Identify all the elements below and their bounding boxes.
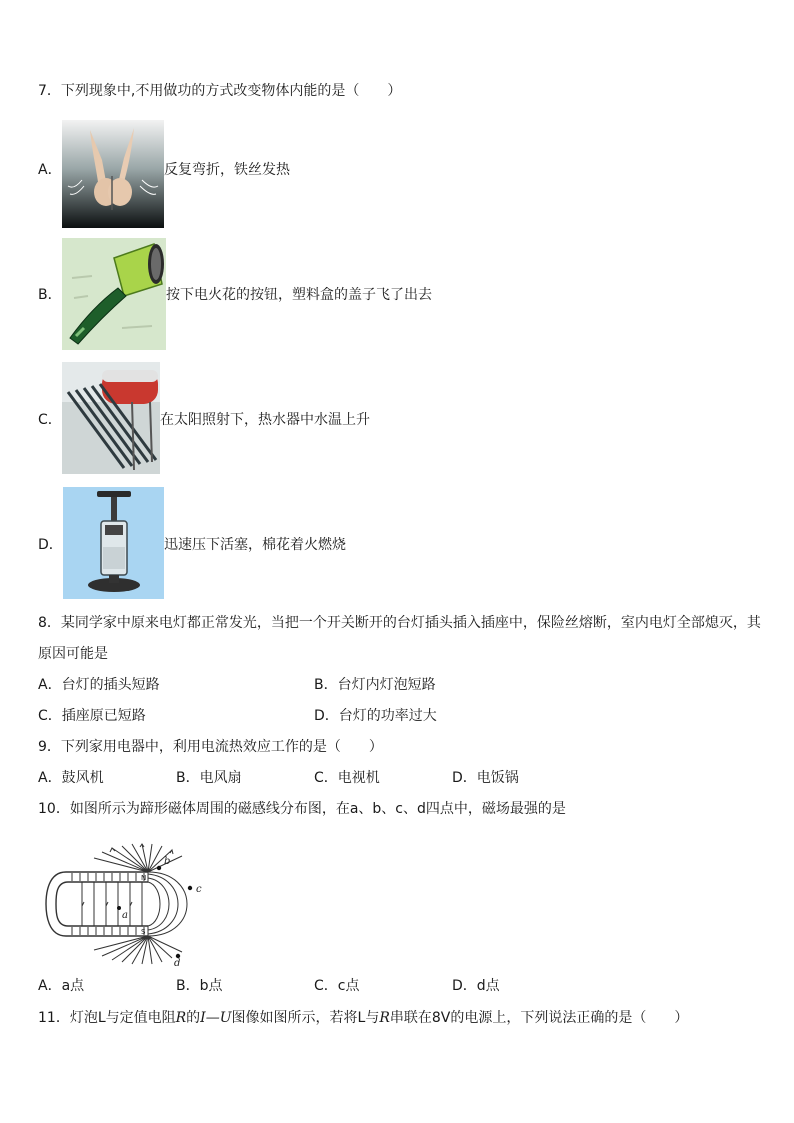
bending-wire-hands-illustration xyxy=(62,120,164,228)
q9-stem: 9．下列家用电器中，利用电流热效应工作的是（ ） xyxy=(38,739,383,755)
label-c: c xyxy=(196,884,202,895)
q9-option-a: A．鼓风机 xyxy=(38,770,104,786)
label-a: a xyxy=(122,910,128,921)
point-c-dot xyxy=(188,886,192,890)
q7-option-d-label: D． xyxy=(38,537,63,553)
point-b-dot xyxy=(157,866,161,870)
q7-option-b-label: B． xyxy=(38,287,62,303)
q7-option-a-text: 反复弯折，铁丝发热 xyxy=(164,162,290,178)
q10-option-b: B．b点 xyxy=(176,978,223,994)
q11-stem-part3: 图像如图所示，若将L与 xyxy=(231,1010,380,1026)
q9-option-c: C．电视机 xyxy=(314,770,380,786)
q8-option-c: C．插座原已短路 xyxy=(38,708,146,724)
solar-water-heater-illustration xyxy=(62,362,160,474)
horseshoe-magnet-field-figure xyxy=(42,842,214,970)
q7-stem: 7．下列现象中,不用做功的方式改变物体内能的是（ ） xyxy=(38,83,402,99)
spark-igniter-plastic-box-illustration xyxy=(62,238,166,350)
q11-resistor-symbol-2: R xyxy=(379,1010,390,1026)
q9-option-b: B．电风扇 xyxy=(176,770,242,786)
q8-stem-line2: 原因可能是 xyxy=(38,646,108,662)
q10-option-c: C．c点 xyxy=(314,978,360,994)
q10-option-d: D．d点 xyxy=(452,978,500,994)
label-b: b xyxy=(164,856,171,867)
q7-option-c-image xyxy=(62,362,160,474)
pole-s-label: S xyxy=(141,928,146,936)
magnetic-field-lines-diagram xyxy=(42,842,214,970)
q7-option-c-label: C． xyxy=(38,412,62,428)
air-compression-piston-illustration xyxy=(63,487,164,599)
q7-option-d-text: 迅速压下活塞，棉花着火燃烧 xyxy=(164,537,346,553)
q7-option-b-image xyxy=(62,238,166,350)
q8-stem-line1: 8．某同学家中原来电灯都正常发光，当把一个开关断开的台灯插头插入插座中，保险丝熔断，室内电灯全部熄灭，其 xyxy=(38,615,761,631)
q11-iu-symbol: I—U xyxy=(200,1010,232,1026)
q7-option-c-text: 在太阳照射下，热水器中水温上升 xyxy=(160,412,370,428)
point-a-dot xyxy=(117,906,121,910)
q9-option-d: D．电饭锅 xyxy=(452,770,519,786)
q8-option-b: B．台灯内灯泡短路 xyxy=(314,677,436,693)
pole-n-label: N xyxy=(141,874,147,882)
q8-option-d: D．台灯的功率过大 xyxy=(314,708,437,724)
q8-option-a: A．台灯的插头短路 xyxy=(38,677,160,693)
q11-stem-part2: 的 xyxy=(186,1010,201,1026)
q7-option-b-text: 按下电火花的按钮，塑料盒的盖子飞了出去 xyxy=(166,287,432,303)
q10-stem: 10．如图所示为蹄形磁体周围的磁感线分布图，在a、b、c、d四点中，磁场最强的是 xyxy=(38,801,566,817)
label-d: d xyxy=(174,958,181,969)
q11-stem xyxy=(38,1009,688,1027)
q11-stem-part1: 11．灯泡L与定值电阻 xyxy=(38,1010,176,1026)
q11-resistor-symbol: R xyxy=(175,1010,187,1026)
q7-option-d-image xyxy=(63,487,164,599)
q11-stem-part4: 串联在8V的电源上，下列说法正确的是（ ） xyxy=(389,1010,689,1026)
q7-option-a-label: A． xyxy=(38,162,62,178)
q10-option-a: A．a点 xyxy=(38,978,85,994)
q7-option-a-image xyxy=(62,120,164,228)
